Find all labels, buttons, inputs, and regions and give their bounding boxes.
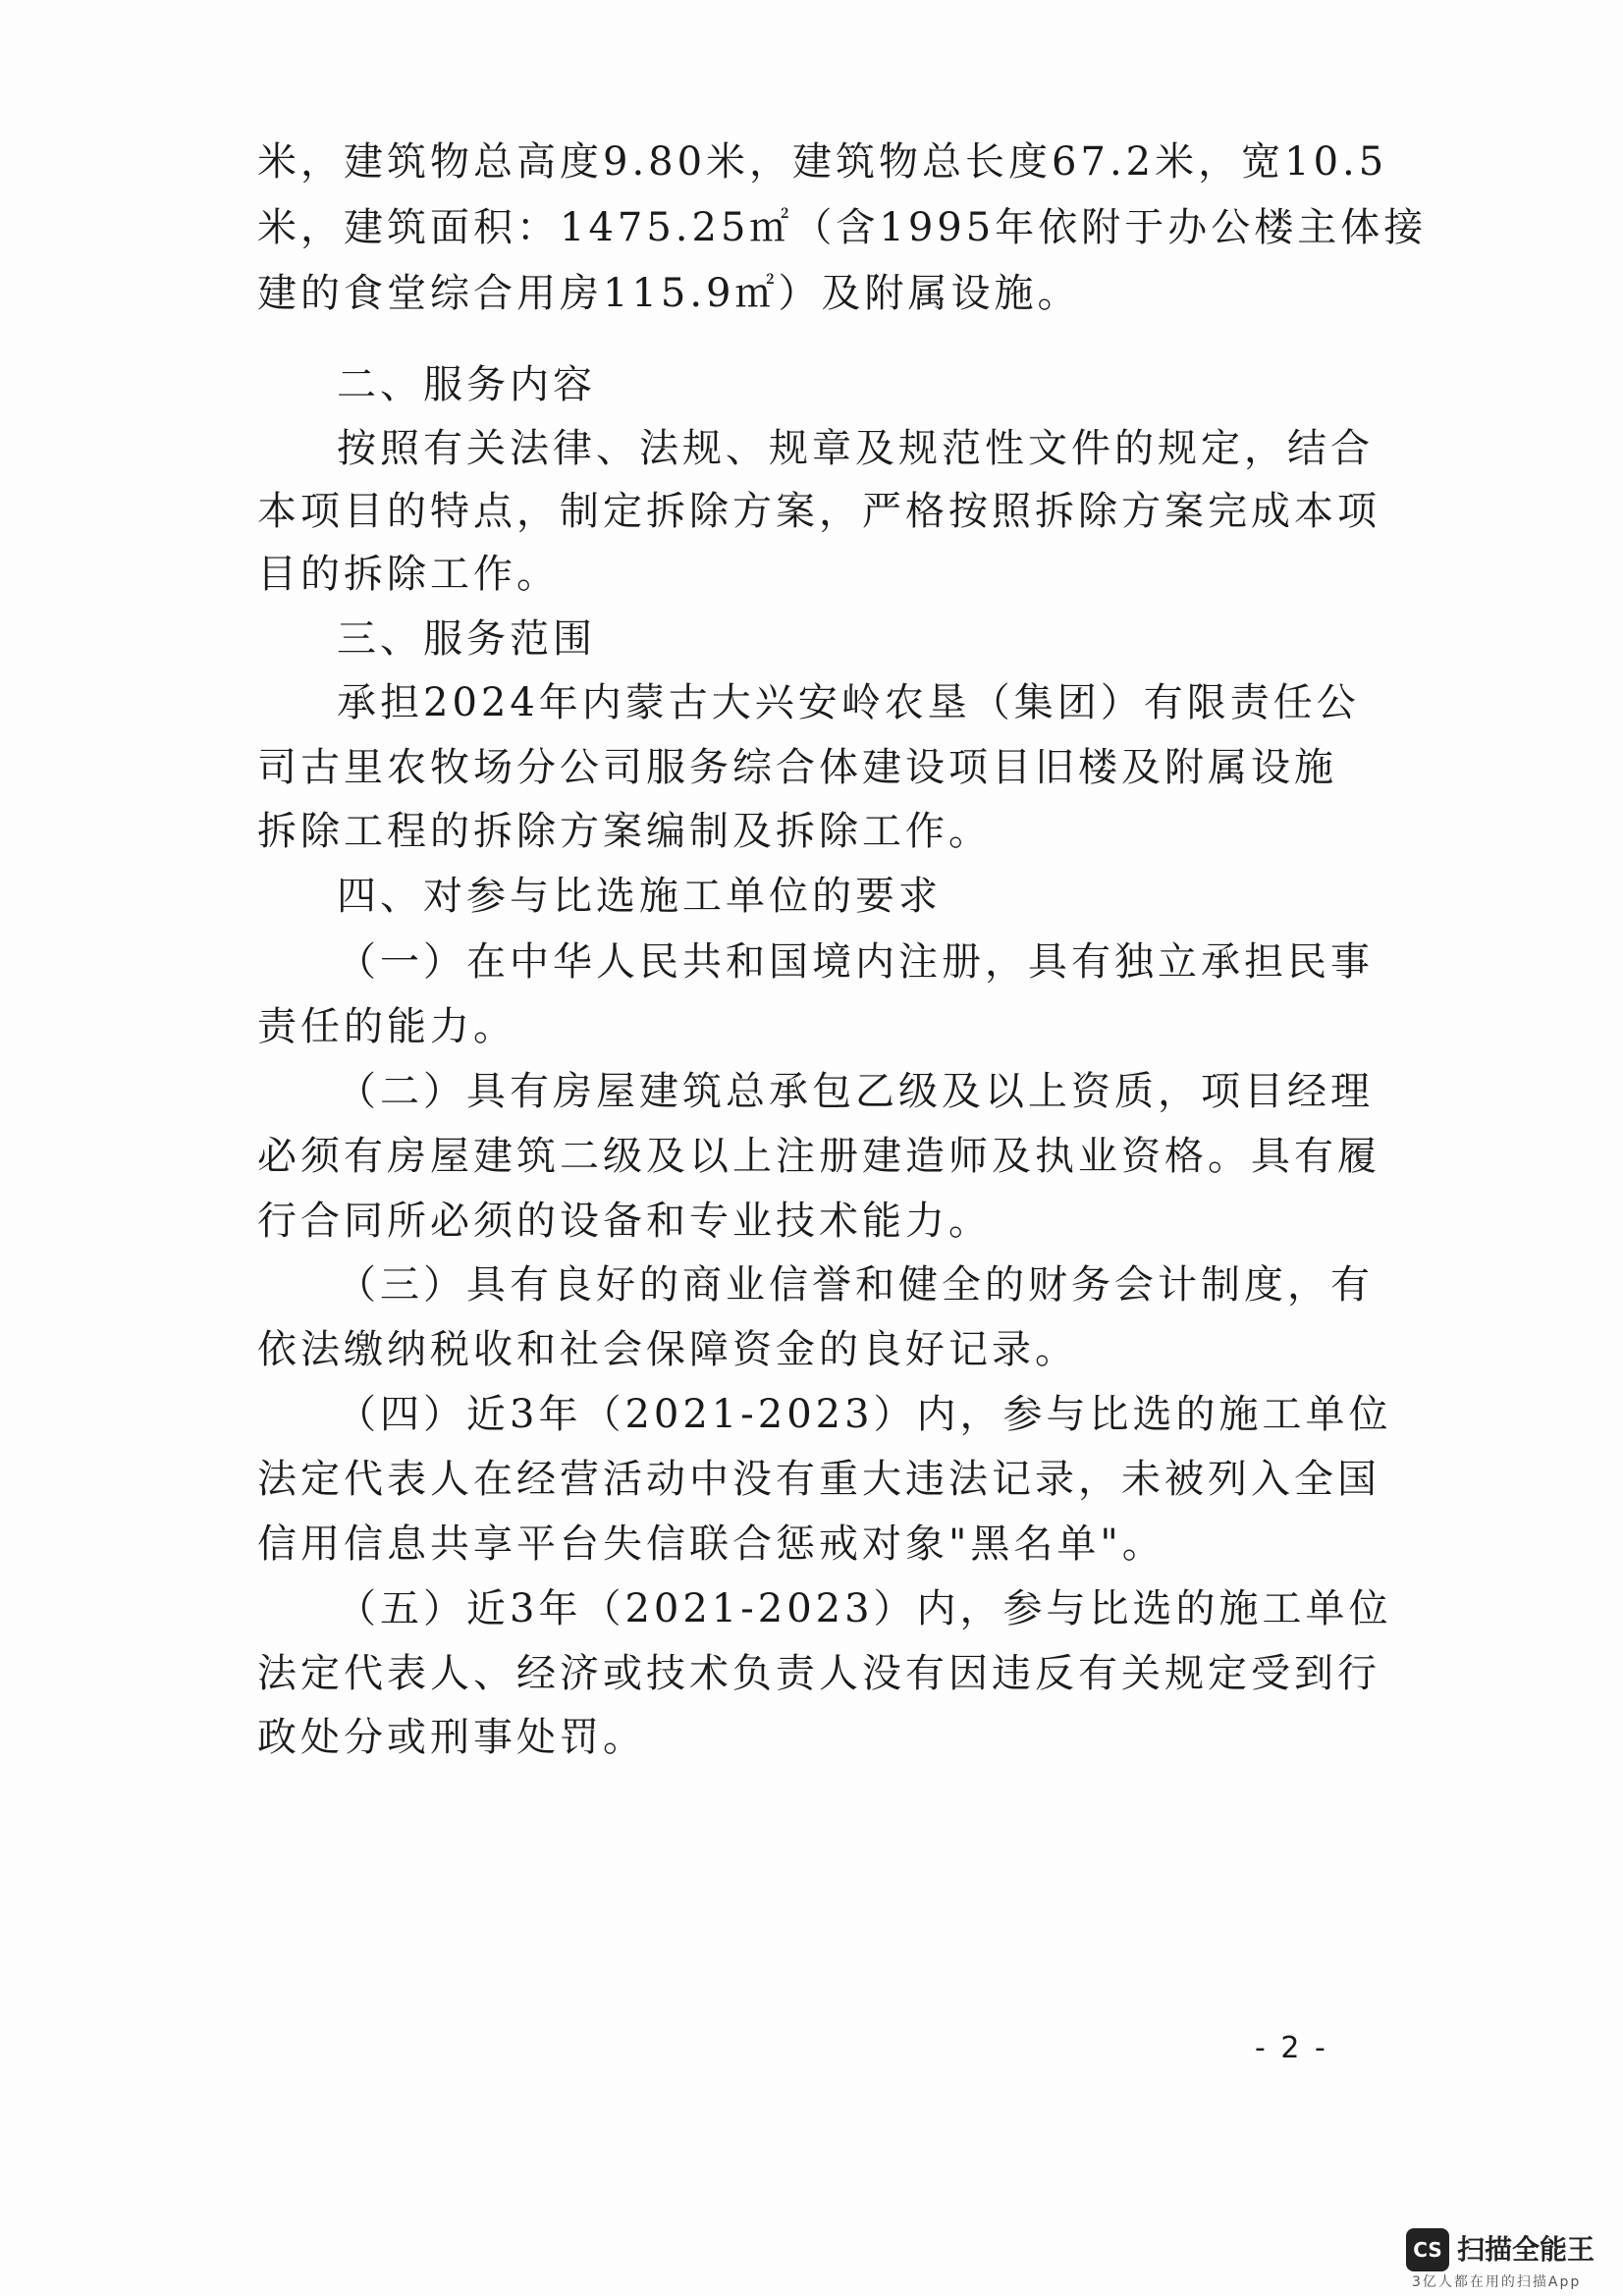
body-line-3: 建的食堂综合用房115.9㎡）及附属设施。 [257, 271, 1081, 316]
section-heading-service-scope: 三、服务范围 [337, 616, 596, 662]
body-line-18: （三）具有良好的商业信誉和健全的财务会计制度，有 [337, 1262, 1374, 1308]
body-line-17: 行合同所必须的设备和专业技术能力。 [257, 1199, 992, 1244]
body-line-16: 必须有房屋建筑二级及以上注册建造师及执业资格。具有履 [257, 1134, 1380, 1179]
body-line-14: 责任的能力。 [257, 1004, 516, 1049]
page-number: - 2 - [1255, 2031, 1328, 2065]
body-line-20: （四）近3年（2021-2023）内，参与比选的施工单位 [337, 1392, 1392, 1437]
body-line-25: 政处分或刑事处罚。 [257, 1715, 646, 1760]
camscanner-logo-icon: CS [1406, 2228, 1449, 2271]
watermark-title: 扫描全能王 [1457, 2233, 1596, 2266]
body-line-1: 米，建筑物总高度9.80米，建筑物总长度67.2米，宽10.5 [257, 139, 1388, 185]
body-line-11: 拆除工程的拆除方案编制及拆除工作。 [257, 809, 992, 854]
body-line-2: 米，建筑面积：1475.25㎡（含1995年依附于办公楼主体接 [257, 205, 1428, 250]
section-heading-service-content: 二、服务内容 [337, 362, 596, 407]
body-line-9: 承担2024年内蒙古大兴安岭农垦（集团）有限责任公 [337, 680, 1360, 725]
scanner-watermark [1406, 2228, 1612, 2291]
body-line-10: 司古里农牧场分公司服务综合体建设项目旧楼及附属设施 [257, 745, 1337, 790]
body-line-23: （五）近3年（2021-2023）内，参与比选的施工单位 [337, 1586, 1392, 1631]
body-line-19: 依法缴纳税收和社会保障资金的良好记录。 [257, 1327, 1078, 1372]
body-line-13: （一）在中华人民共和国境内注册，具有独立承担民事 [337, 939, 1374, 985]
body-line-21: 法定代表人在经营活动中没有重大违法记录，未被列入全国 [257, 1457, 1380, 1502]
body-line-7: 目的拆除工作。 [257, 552, 560, 597]
body-line-24: 法定代表人、经济或技术负责人没有因违反有关规定受到行 [257, 1651, 1380, 1696]
body-line-6: 本项目的特点，制定拆除方案，严格按照拆除方案完成本项 [257, 489, 1380, 534]
body-line-22: 信用信息共享平台失信联合惩戒对象"黑名单"。 [257, 1522, 1165, 1567]
body-line-5: 按照有关法律、法规、规章及规范性文件的规定，结合 [337, 426, 1374, 471]
body-line-15: （二）具有房屋建筑总承包乙级及以上资质，项目经理 [337, 1069, 1374, 1114]
watermark-subtitle: 3亿人都在用的扫描App [1412, 2274, 1582, 2290]
section-heading-requirements: 四、对参与比选施工单位的要求 [337, 874, 942, 919]
